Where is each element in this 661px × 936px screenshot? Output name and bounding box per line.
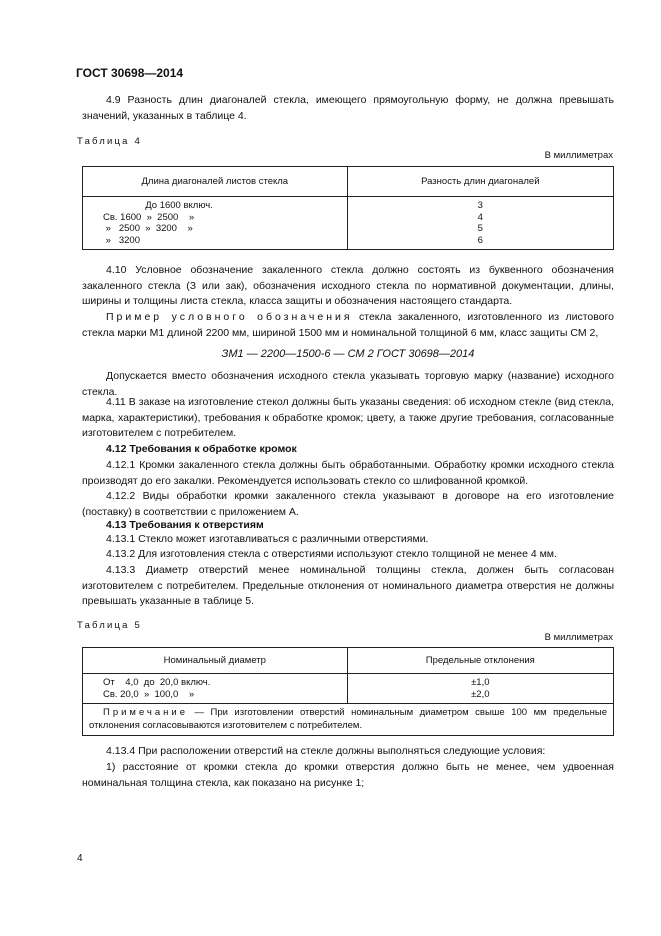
table5-header-deviation: Предельные отклонения — [347, 648, 613, 674]
heading-4-12: 4.12 Требования к обработке кромок — [106, 443, 297, 455]
paragraph-4-13-3: 4.13.3 Диаметр отверстий менее номинальной толщины стекла, должен быть согласован изготовителем с потребителем. Предельные отклонения от номинального диаметра отверстия не должны превышать указанные в таблице 5. — [82, 564, 614, 607]
table5-diameter-cell — [83, 674, 348, 704]
table5-note — [83, 704, 614, 736]
table4-header-length: Длина диагоналей листов стекла — [83, 167, 348, 197]
table-row: До 1600 включ. — [103, 200, 213, 211]
paragraph-4-13-4: 4.13.4 При расположении отверстий на стекле должны выполняться следующие условия: — [106, 745, 546, 757]
table-row: От 4,0 до 20,0 включ. — [103, 677, 211, 688]
table5-header-diameter: Номинальный диаметр — [83, 648, 348, 674]
paragraph-4-13-2: 4.13.2 Для изготовления стекла с отверстиями используют стекло толщиной не менее 4 мм. — [106, 548, 557, 560]
document-header: ГОСТ 30698—2014 — [76, 66, 184, 80]
heading-4-13: 4.13 Требования к отверстиям — [106, 519, 264, 531]
table5-unit: В миллиметрах — [544, 632, 613, 643]
table-row: » 2500 » 3200 » — [103, 223, 193, 234]
paragraph-example — [82, 310, 614, 341]
table-row: Св. 1600 » 2500 » — [103, 211, 195, 223]
table4-diff-cell — [347, 197, 613, 250]
table5-caption: Таблица 5 — [77, 620, 142, 631]
example-label: Пример условного обозначения — [106, 311, 353, 323]
designation-formula: ЗМ1 — 2200—1500-6 — СМ 2 ГОСТ 30698—2014 — [221, 348, 475, 360]
table-cell: 4 — [477, 211, 483, 223]
table4-length-cell — [83, 197, 348, 250]
note-text: — При изготовлении отверстий номинальным диаметром свыше 100 мм предельные отклонения согласовываются изготовителем с потребителем. — [89, 707, 607, 731]
table-row: Св. 20,0 » 100,0 » — [103, 688, 195, 700]
paragraph-4-10: 4.10 Условное обозначение закаленного стекла должно состоять из буквенного обозначения закаленного стекла (З или зак), обозначения исходного стекла по нормативной документации, длины, ширины и толщины листа стекла, класса защиты и обозначения настоящего стандарта. — [82, 264, 614, 307]
paragraph-4-12-1: 4.12.1 Кромки закаленного стекла должны быть обработанными. Обработку кромки исходного стекла производят до его закалки. Рекомендуется использовать стекло со шлифованной кромкой. — [82, 459, 614, 487]
table4-header-diff: Разность длин диагоналей — [347, 167, 613, 197]
paragraph-4-13-1: 4.13.1 Стекло может изготавливаться с различными отверстиями. — [106, 533, 429, 545]
table5 — [82, 647, 614, 736]
table5-deviation-cell — [347, 674, 613, 704]
table-cell: 6 — [477, 234, 483, 246]
example-text: стекла закаленного, изготовленного из листового стекла марки М1 длиной 2200 мм, шириной 1500 мм и номинальной толщиной 6 мм, класс защиты СМ 2, — [82, 311, 614, 339]
paragraph-trade-mark: Допускается вместо обозначения исходного стекла указывать торговую марку (название) исходного стекла. — [82, 370, 614, 398]
note-label: Примечание — [103, 707, 188, 718]
list-item-1: 1) расстояние от кромки стекла до кромки отверстия должно быть не менее, чем удвоенная номинальная толщина стекла, как показано на рисунке 1; — [82, 761, 614, 789]
paragraph-4-11: 4.11 В заказе на изготовление стекол должны быть указаны сведения: об исходном стекле (вид стекла, марка, характеристики), требования к обработке кромок; цвету, а также другие требования, согласованные изготовителем с потребителем. — [82, 396, 614, 439]
table-cell: ±1,0 — [471, 677, 490, 688]
paragraph-4-9: 4.9 Разность длин диагоналей стекла, имеющего прямоугольную форму, не должна превышать значений, указанных в таблице 4. — [82, 94, 614, 122]
table-cell: 5 — [477, 223, 483, 234]
table4-unit: В миллиметрах — [544, 150, 613, 161]
table-cell: ±2,0 — [471, 688, 490, 700]
table4-caption: Таблица 4 — [77, 136, 142, 147]
table-row: » 3200 — [103, 234, 140, 246]
table-cell: 3 — [477, 200, 483, 211]
page-number: 4 — [77, 853, 83, 864]
paragraph-4-12-2: 4.12.2 Виды обработки кромки закаленного стекла указывают в договоре на его изготовление (поставку) в соответствии с приложением А. — [82, 490, 614, 518]
table4 — [82, 166, 614, 250]
